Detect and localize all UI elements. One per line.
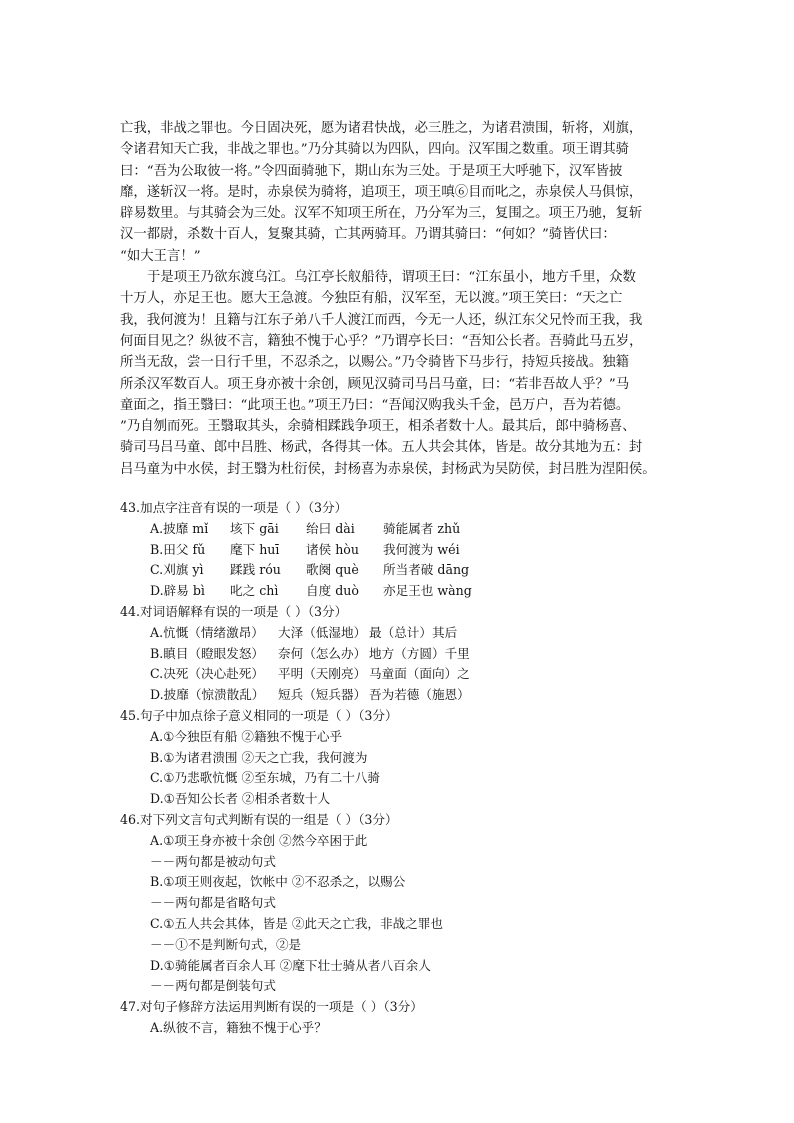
option-item: D.①骑能属者百余人耳 ②麾下壮士骑从者八百余人 bbox=[150, 957, 431, 973]
option-item: 我何渡为 wéi bbox=[383, 541, 460, 557]
passage bbox=[120, 118, 680, 480]
passage-line: 骑司马吕马童、郎中吕胜、杨武，各得其一体。五人共会其体，皆是。故分其地为五：封 bbox=[120, 440, 643, 456]
option-row bbox=[120, 560, 680, 581]
option-row bbox=[120, 519, 680, 540]
option-row bbox=[120, 540, 680, 561]
passage-line: 靡，遂斩汉一将。是时，赤泉侯为骑将，追项王，项王嗔⑥目而叱之，赤泉侯人马俱惊， bbox=[120, 184, 643, 200]
passage-line: 吕马童为中水侯，封王翳为杜衍侯，封杨喜为赤泉侯，封杨武为吴防侯，封吕胜为涅阳侯。 bbox=[120, 461, 656, 477]
passage-line: 令诸君知天亡我，非战之罪也。”乃分其骑以为四队，四向。汉军围之数重。项王谓其骑 bbox=[120, 142, 629, 158]
question-stem: 45.句子中加点徐子意义相同的一项是（ ）（3分） bbox=[120, 708, 398, 724]
question-43 bbox=[120, 498, 680, 602]
option-judgement: －－两句都是省略句式 bbox=[150, 895, 276, 911]
option-item: 诸侯 hòu bbox=[306, 541, 359, 557]
option-item: 叱之 chì bbox=[230, 583, 279, 599]
option-item: 骑能属者 zhǔ bbox=[383, 520, 461, 536]
option-item: 平明（天刚亮） bbox=[278, 666, 367, 682]
option-row bbox=[120, 644, 680, 665]
passage-line: “如大王言！” bbox=[120, 248, 201, 264]
option-item: A.①项王身亦被十余创 ②然今卒困于此 bbox=[150, 832, 368, 848]
passage-line: ”乃自刎而死。王翳取其头，余骑相蹂践争项王，相杀者数十人。最其后，郎中骑杨喜、 bbox=[120, 419, 636, 435]
question-47 bbox=[120, 997, 680, 1039]
option-item: C.决死（决心赴死） bbox=[150, 666, 264, 682]
question-stem: 43.加点字注音有误的一项是（ ）（3分） bbox=[120, 500, 348, 516]
option-item: B.瞋目（瞪眼发怒） bbox=[150, 645, 265, 661]
passage-line: 亡我，非战之罪也。今日固决死，愿为诸君快战，必三胜之，为诸君溃围，斩将，刈旗， bbox=[120, 121, 643, 136]
option-item: 大泽（低湿地） bbox=[278, 624, 367, 640]
option-item: 所当者破 dāng bbox=[383, 562, 470, 578]
passage-line: 辟易数里。与其骑会为三处。汉军不知项王所在，乃分军为三，复围之。项王乃驰，复斩 bbox=[120, 206, 643, 222]
option-item: C.刈旗 yì bbox=[150, 562, 204, 578]
option-judgement: －－①不是判断句式，②是 bbox=[150, 936, 302, 952]
question-stem: 47.对句子修辞方法运用判断有误的一项是（ ）（3分） bbox=[120, 999, 423, 1015]
passage-line: 于是项王乃欲东渡乌江。乌江亭长舣船待，谓项王曰：“江东虽小，地方千里，众数 bbox=[147, 270, 636, 286]
option-item: 蹂践 róu bbox=[230, 562, 281, 578]
passage-line: 我，我何渡为！且籍与江东子弟八千人渡江而西，今无一人还，纵江东父兄怜而王我，我 bbox=[120, 312, 643, 328]
option-item: D.辟易 bì bbox=[150, 583, 205, 599]
option-row bbox=[120, 623, 680, 644]
option-item: B.田父 fǔ bbox=[150, 541, 206, 557]
option-item: 短兵（短兵器） bbox=[278, 687, 367, 703]
option-item: C.①乃悲歌忼慨 ②至东城，乃有二十八骑 bbox=[150, 770, 380, 786]
option-item: 最（总计）其后 bbox=[369, 624, 458, 640]
passage-line: 曰：“吾为公取彼一将。”令四面骑驰下，期山东为三处。于是项王大呼驰下，汉军皆披 bbox=[120, 163, 623, 179]
question-46 bbox=[120, 810, 680, 997]
option-item: 奈何（怎么办） bbox=[278, 645, 367, 661]
option-judgement: －－两句都是倒装句式 bbox=[150, 978, 276, 994]
option-row bbox=[120, 581, 680, 602]
option-judgement: －－两句都是被动句式 bbox=[150, 853, 276, 869]
option-item: C.①五人共会其体，皆是 ②此天之亡我，非战之罪也 bbox=[150, 915, 443, 931]
option-item: 马童面（面向）之 bbox=[369, 666, 470, 682]
question-44 bbox=[120, 602, 680, 706]
option-item: 自度 duò bbox=[306, 583, 359, 599]
option-item: A.披靡 mǐ bbox=[150, 520, 209, 536]
passage-line: 所杀汉军数百人。项王身亦被十余创，顾见汉骑司马吕马童，曰：“若非吾故人乎？”马 bbox=[120, 376, 630, 392]
option-item: D.披靡（惊溃散乱） bbox=[150, 687, 265, 703]
option-item: 吾为若德（施恩） bbox=[369, 687, 470, 703]
passage-line: 十万人，亦足王也。愿大王急渡。今独臣有船，汉军至，无以渡。”项王笑曰：“天之亡 bbox=[120, 291, 623, 307]
option-item: 垓下 gāi bbox=[230, 520, 279, 536]
option-item: 地方（方圆）千里 bbox=[369, 645, 470, 661]
option-item: 绐曰 dài bbox=[306, 520, 355, 536]
option-item: A.纵彼不言，籍独不愧于心乎？ bbox=[150, 1019, 327, 1035]
option-item: B.①为诸君溃围 ②天之亡我，我何渡为 bbox=[150, 749, 368, 765]
option-item: 亦足王也 wàng bbox=[383, 583, 472, 599]
option-item: B.①项王则夜起，饮帐中 ②不忍杀之，以赐公 bbox=[150, 874, 406, 890]
passage-line: 汉一都尉，杀数十百人，复聚其骑，亡其两骑耳。乃谓其骑曰：“何如？”骑皆伏曰： bbox=[120, 227, 616, 243]
passage-line: 童面之，指王翳曰：“此项王也。”项王乃曰：“吾闻汉购我头千金，邑万户，吾为若德。 bbox=[120, 397, 630, 413]
passage-line: 何面目见之？纵彼不言，籍独不愧于心乎？”乃谓亭长曰：“吾知公长者。吾骑此马五岁， bbox=[120, 333, 643, 349]
option-row bbox=[120, 664, 680, 685]
question-45 bbox=[120, 706, 680, 810]
option-item: 歌阕 què bbox=[306, 562, 359, 578]
option-row bbox=[120, 685, 680, 706]
question-stem: 44.对词语解释有误的一项是（ ）（3分） bbox=[120, 604, 348, 620]
passage-line: 所当无敌，尝一日行千里，不忍杀之，以赐公。”乃令骑皆下马步行，持短兵接战。独籍 bbox=[120, 355, 629, 371]
option-item: A.①今独臣有船 ②籍独不愧于心乎 bbox=[150, 728, 343, 744]
option-item: 麾下 huī bbox=[230, 541, 280, 557]
exam-page bbox=[120, 118, 680, 1039]
option-item: A.忼慨（情绪激昂） bbox=[150, 624, 264, 640]
question-stem: 46.对下列文言句式判断有误的一组是（ ）（3分） bbox=[120, 812, 398, 827]
option-item: D.①吾知公长者 ②相杀者数十人 bbox=[150, 791, 331, 807]
